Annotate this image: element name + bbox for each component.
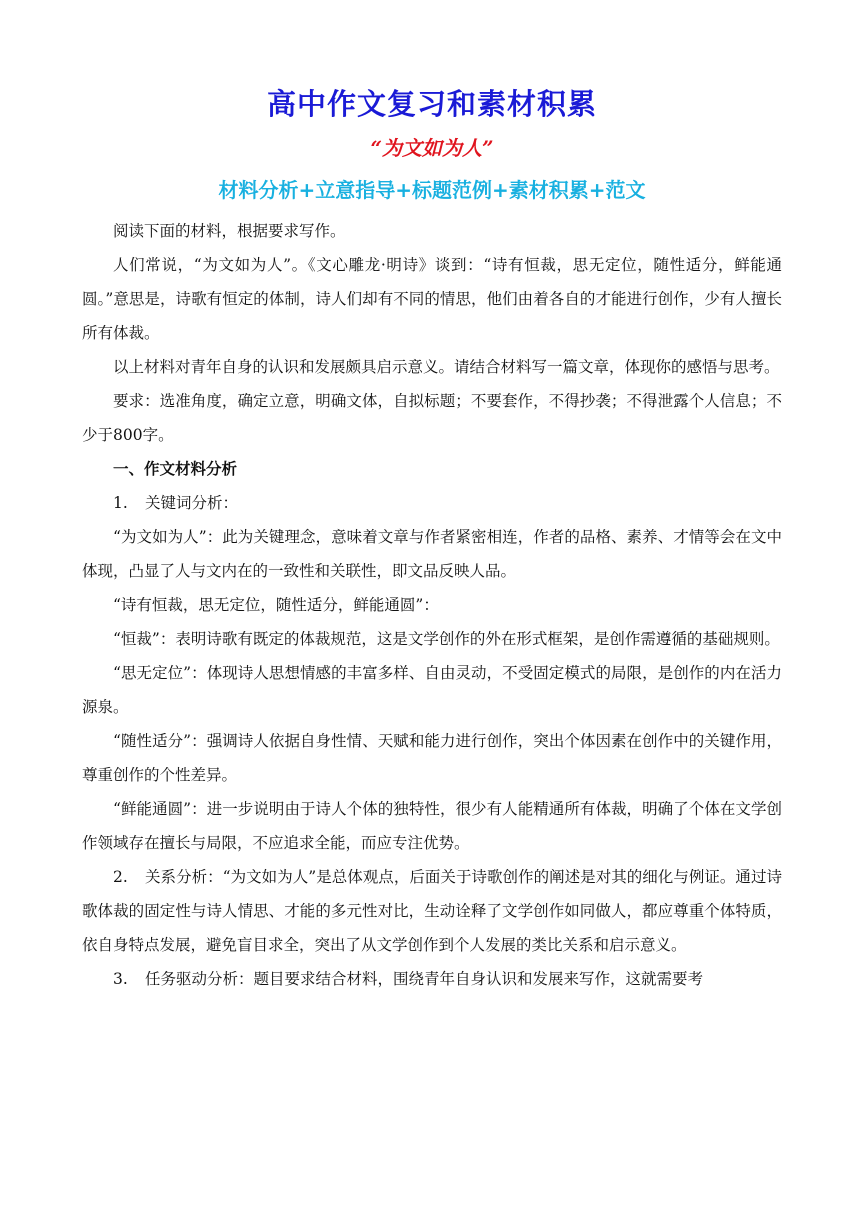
list-item-text: 任务驱动分析：题目要求结合材料，围绕青年自身认识和发展来写作，这就需要考	[145, 970, 704, 988]
list-item-number: 3.	[113, 970, 128, 988]
list-item	[82, 486, 782, 520]
list-item-number: 2.	[113, 868, 128, 886]
section-heading: 一、作文材料分析	[113, 460, 238, 478]
document-page	[82, 80, 782, 996]
prompt-paragraph: 以上材料对青年自身的认识和发展颇具启示意义。请结合材料写一篇文章，体现你的感悟与思考。	[113, 358, 780, 376]
list-item-text: 关系分析：“为文如为人”是总体观点，后面关于诗歌创作的阐述是对其的细化与例证。通过诗歌体裁的固定性与诗人情思、才能的多元性对比，生动诠释了文学创作如同做人，都应尊重个体特质，依自身特点发展，避免盲目求全，突出了从文学创作到个人发展的类比关系和启示意义。	[82, 868, 782, 954]
list-item-number: 1.	[113, 494, 128, 512]
list-item	[82, 860, 782, 962]
document-title: 高中作文复习和素材积累	[266, 87, 597, 121]
analysis-paragraph: “诗有恒裁，思无定位，随性适分，鲜能通圆”：	[113, 596, 439, 614]
list-item-label: 关键词分析：	[145, 494, 239, 512]
analysis-paragraph: “思无定位”：体现诗人思想情感的丰富多样、自由灵动，不受固定模式的局限，是创作的内在活力源泉。	[82, 664, 782, 716]
analysis-paragraph: “随性适分”：强调诗人依据自身性情、天赋和能力进行创作，突出个体因素在创作中的关键作用，尊重创作的个性差异。	[82, 732, 782, 784]
analysis-paragraph: “恒裁”：表明诗歌有既定的体裁规范，这是文学创作的外在形式框架，是创作需遵循的基础规则。	[113, 630, 780, 648]
section-banner: 材料分析+立意指导+标题范例+素材积累+范文	[218, 178, 646, 202]
requirements-paragraph: 要求：选准角度，确定立意，明确文体，自拟标题；不要套作，不得抄袭；不得泄露个人信息；不少于800字。	[82, 392, 782, 444]
document-subtitle: “为文如为人”	[370, 136, 494, 160]
material-paragraph: 人们常说，“为文如为人”。《文心雕龙·明诗》谈到：“诗有恒裁，思无定位，随性适分，鲜能通圆。”意思是，诗歌有恒定的体制，诗人们却有不同的情思，他们由着各自的才能进行创作，少有人擅长所有体裁。	[82, 256, 782, 342]
list-item	[82, 962, 782, 996]
analysis-paragraph: “鲜能通圆”：进一步说明由于诗人个体的独特性，很少有人能精通所有体裁，明确了个体在文学创作领域存在擅长与局限，不应追求全能，而应专注优势。	[82, 800, 782, 852]
analysis-paragraph: “为文如为人”：此为关键理念，意味着文章与作者紧密相连，作者的品格、素养、才情等会在文中体现，凸显了人与文内在的一致性和关联性，即文品反映人品。	[82, 528, 782, 580]
instruction-paragraph: 阅读下面的材料，根据要求写作。	[113, 222, 346, 240]
